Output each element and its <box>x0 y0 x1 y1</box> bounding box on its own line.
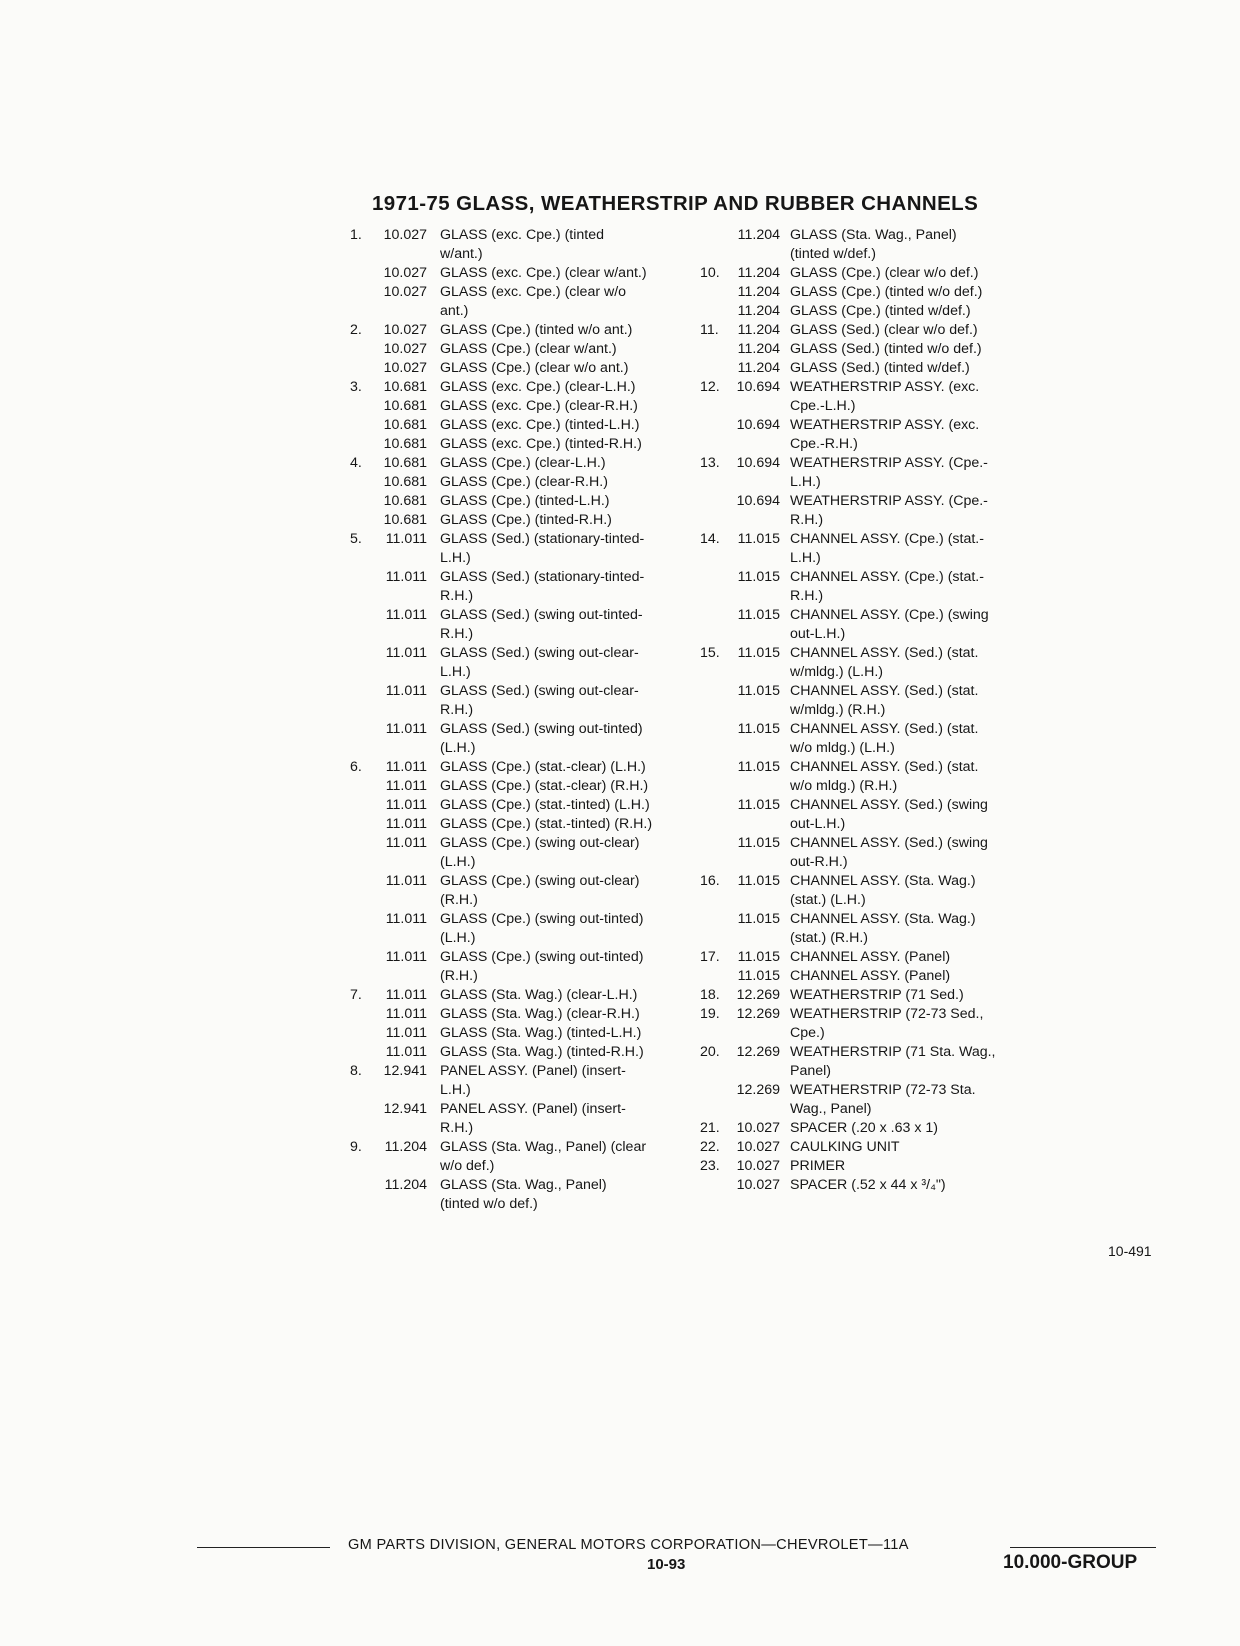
parts-list-entry <box>700 1119 1060 1138</box>
part-description: CHANNEL ASSY. (Sta. Wag.) (stat.) (R.H.) <box>790 911 976 946</box>
part-description: CHANNEL ASSY. (Sed.) (stat. w/mldg.) (L.H.) <box>790 645 979 680</box>
parts-list-entry <box>350 530 690 568</box>
part-description: GLASS (Cpe.) (swing out-tinted) (L.H.) <box>440 911 644 946</box>
part-description: CHANNEL ASSY. (Sed.) (swing out-L.H.) <box>790 797 988 832</box>
parts-list-entry <box>700 967 1060 986</box>
part-description: GLASS (Sed.) (tinted w/def.) <box>790 360 970 376</box>
group-code: 11.204 <box>737 360 780 376</box>
part-description: GLASS (Sed.) (stationary-tinted- R.H.) <box>440 569 645 604</box>
part-description: GLASS (exc. Cpe.) (tinted-L.H.) <box>440 417 640 433</box>
part-description: GLASS (exc. Cpe.) (clear-R.H.) <box>440 398 638 414</box>
parts-list-entry <box>700 910 1060 948</box>
part-description: GLASS (exc. Cpe.) (tinted-R.H.) <box>440 436 642 452</box>
parts-list-entry <box>350 359 690 378</box>
item-number: 22. <box>700 1139 720 1155</box>
item-number: 2. <box>350 322 362 338</box>
item-number: 13. <box>700 455 720 471</box>
group-code: 10.694 <box>736 379 780 395</box>
group-code: 11.204 <box>384 1139 427 1155</box>
parts-list-entry <box>700 872 1060 910</box>
item-number: 20. <box>700 1044 720 1060</box>
group-code: 11.015 <box>737 835 780 851</box>
group-code: 11.015 <box>737 873 780 889</box>
group-code: 10.027 <box>383 265 427 281</box>
part-description: GLASS (Sed.) (swing out-tinted) (L.H.) <box>440 721 643 756</box>
group-code: 11.011 <box>385 911 427 927</box>
item-number: 19. <box>700 1006 720 1022</box>
part-description: GLASS (Sed.) (tinted w/o def.) <box>790 341 982 357</box>
group-code: 11.011 <box>385 949 427 965</box>
parts-list-entry <box>350 796 690 815</box>
group-code: 11.011 <box>385 607 427 623</box>
footer-page-number: 10-93 <box>647 1556 686 1573</box>
group-code: 10.681 <box>383 474 427 490</box>
part-description: GLASS (Sta. Wag.) (tinted-R.H.) <box>440 1044 644 1060</box>
parts-list-right-column <box>700 226 1060 1195</box>
group-code: 11.204 <box>737 341 780 357</box>
parts-list-entry <box>700 454 1060 492</box>
group-code: 10.027 <box>383 227 427 243</box>
parts-list-entry <box>700 568 1060 606</box>
part-description: GLASS (Sta. Wag.) (tinted-L.H.) <box>440 1025 642 1041</box>
parts-list-entry <box>700 1081 1060 1119</box>
group-code: 11.015 <box>737 949 780 965</box>
parts-list-entry <box>350 492 690 511</box>
part-description: SPACER (.20 x .63 x 1) <box>790 1120 938 1136</box>
part-description: GLASS (Sta. Wag.) (clear-L.H.) <box>440 987 638 1003</box>
group-code: 11.015 <box>737 759 780 775</box>
group-code: 10.027 <box>736 1139 780 1155</box>
part-description: GLASS (Cpe.) (tinted w/o def.) <box>790 284 983 300</box>
group-code: 10.027 <box>736 1177 780 1193</box>
group-code: 10.681 <box>383 379 427 395</box>
item-number: 9. <box>350 1139 362 1155</box>
part-description: GLASS (Sta. Wag., Panel) (clear w/o def.) <box>440 1139 647 1174</box>
part-description: GLASS (Cpe.) (swing out-clear) (R.H.) <box>440 873 640 908</box>
group-code: 11.015 <box>737 797 780 813</box>
group-code: 11.011 <box>385 797 427 813</box>
parts-list-entry <box>350 378 690 397</box>
parts-list-entry <box>350 777 690 796</box>
part-description: WEATHERSTRIP ASSY. (exc. Cpe.-L.H.) <box>790 379 980 414</box>
group-code: 11.015 <box>737 531 780 547</box>
item-number: 17. <box>700 949 720 965</box>
parts-list-left-column <box>350 226 690 1214</box>
parts-list-entry <box>700 720 1060 758</box>
group-code: 11.015 <box>737 683 780 699</box>
group-code: 10.681 <box>383 512 427 528</box>
parts-list-entry <box>350 682 690 720</box>
group-code: 10.681 <box>383 493 427 509</box>
part-description: GLASS (Cpe.) (tinted-L.H.) <box>440 493 610 509</box>
part-description: WEATHERSTRIP (71 Sed.) <box>790 987 964 1003</box>
group-code: 10.027 <box>383 360 427 376</box>
parts-list-entry <box>350 720 690 758</box>
parts-list-entry <box>350 1100 690 1138</box>
group-code: 11.011 <box>385 531 427 547</box>
group-code: 10.027 <box>383 322 427 338</box>
part-description: CHANNEL ASSY. (Sed.) (swing out-R.H.) <box>790 835 988 870</box>
group-code: 10.681 <box>383 417 427 433</box>
footer-publisher: GM PARTS DIVISION, GENERAL MOTORS CORPORATION—CHEVROLET—11A <box>348 1537 909 1553</box>
parts-list-entry <box>700 1005 1060 1043</box>
part-description: GLASS (Cpe.) (tinted w/def.) <box>790 303 971 319</box>
parts-list-entry <box>350 834 690 872</box>
parts-list-entry <box>700 321 1060 340</box>
group-code: 11.015 <box>737 645 780 661</box>
part-description: GLASS (Cpe.) (clear-R.H.) <box>440 474 608 490</box>
part-description: GLASS (Cpe.) (clear-L.H.) <box>440 455 606 471</box>
part-description: CAULKING UNIT <box>790 1139 900 1155</box>
item-number: 18. <box>700 987 720 1003</box>
item-number: 5. <box>350 531 362 547</box>
parts-list-entry <box>350 340 690 359</box>
parts-list-entry <box>700 530 1060 568</box>
group-code: 10.694 <box>736 455 780 471</box>
group-code: 12.269 <box>736 1006 780 1022</box>
group-code: 11.011 <box>385 1025 427 1041</box>
item-number: 6. <box>350 759 362 775</box>
part-description: SPACER (.52 x 44 x ³/₄") <box>790 1177 946 1193</box>
group-code: 11.015 <box>737 607 780 623</box>
group-code: 10.027 <box>736 1120 780 1136</box>
part-description: CHANNEL ASSY. (Cpe.) (stat.- R.H.) <box>790 569 984 604</box>
parts-list-entry <box>700 1176 1060 1195</box>
part-description: WEATHERSTRIP (71 Sta. Wag., Panel) <box>790 1044 996 1079</box>
item-number: 8. <box>350 1063 362 1079</box>
item-number: 16. <box>700 873 720 889</box>
part-description: GLASS (exc. Cpe.) (clear w/ant.) <box>440 265 647 281</box>
parts-list-entry <box>350 511 690 530</box>
item-number: 10. <box>700 265 720 281</box>
parts-list-entry <box>700 1138 1060 1157</box>
parts-list-entry <box>350 1062 690 1100</box>
part-description: GLASS (Cpe.) (stat.-clear) (R.H.) <box>440 778 649 794</box>
parts-list-entry <box>700 283 1060 302</box>
group-code: 10.694 <box>736 417 780 433</box>
group-code: 11.011 <box>385 778 427 794</box>
part-description: CHANNEL ASSY. (Panel) <box>790 968 951 984</box>
item-number: 11. <box>700 322 719 338</box>
parts-list-entry <box>350 948 690 986</box>
group-code: 12.941 <box>383 1063 427 1079</box>
parts-list-entry <box>700 416 1060 454</box>
item-number: 4. <box>350 455 362 471</box>
part-description: CHANNEL ASSY. (Sed.) (stat. w/o mldg.) (L.H.) <box>790 721 979 756</box>
part-description: GLASS (Cpe.) (stat.-tinted) (R.H.) <box>440 816 653 832</box>
item-number: 3. <box>350 379 362 395</box>
item-number: 15. <box>700 645 720 661</box>
group-code: 11.204 <box>737 322 780 338</box>
group-code: 11.011 <box>385 569 427 585</box>
part-description: GLASS (exc. Cpe.) (clear w/o ant.) <box>440 284 627 319</box>
part-description: GLASS (Sed.) (swing out-tinted- R.H.) <box>440 607 643 642</box>
group-code: 12.269 <box>736 1044 780 1060</box>
item-number: 7. <box>350 987 362 1003</box>
group-code: 10.681 <box>383 436 427 452</box>
group-code: 11.011 <box>385 1044 427 1060</box>
part-description: GLASS (exc. Cpe.) (tinted w/ant.) <box>440 227 605 262</box>
parts-list-entry <box>350 435 690 454</box>
parts-list-entry <box>700 758 1060 796</box>
group-code: 11.015 <box>737 911 780 927</box>
parts-list-entry <box>350 1024 690 1043</box>
parts-list-entry <box>350 416 690 435</box>
parts-list-entry <box>350 872 690 910</box>
part-description: WEATHERSTRIP (72-73 Sta. Wag., Panel) <box>790 1082 976 1117</box>
parts-list-entry <box>700 302 1060 321</box>
part-description: PRIMER <box>790 1158 846 1174</box>
parts-list-entry <box>350 1005 690 1024</box>
parts-list-entry <box>700 682 1060 720</box>
part-description: GLASS (exc. Cpe.) (clear-L.H.) <box>440 379 636 395</box>
part-description: GLASS (Cpe.) (tinted-R.H.) <box>440 512 612 528</box>
part-description: GLASS (Cpe.) (swing out-tinted) (R.H.) <box>440 949 644 984</box>
item-number: 1. <box>350 227 362 243</box>
parts-list-entry <box>350 283 690 321</box>
part-description: GLASS (Sta. Wag.) (clear-R.H.) <box>440 1006 640 1022</box>
part-description: GLASS (Cpe.) (tinted w/o ant.) <box>440 322 633 338</box>
part-description: GLASS (Cpe.) (stat.-clear) (L.H.) <box>440 759 646 775</box>
group-code: 11.011 <box>385 683 427 699</box>
group-code: 10.681 <box>383 455 427 471</box>
parts-list-entry <box>700 378 1060 416</box>
parts-list-entry <box>700 492 1060 530</box>
parts-list-entry <box>700 1043 1060 1081</box>
group-code: 11.011 <box>385 987 427 1003</box>
parts-list-entry <box>700 359 1060 378</box>
group-code: 11.011 <box>385 873 427 889</box>
part-description: GLASS (Cpe.) (clear w/o ant.) <box>440 360 629 376</box>
group-code: 11.011 <box>385 759 427 775</box>
part-description: GLASS (Sta. Wag., Panel) (tinted w/o def.) <box>440 1177 607 1212</box>
part-description: GLASS (Sta. Wag., Panel) (tinted w/def.) <box>790 227 957 262</box>
group-code: 11.011 <box>385 835 427 851</box>
part-description: GLASS (Cpe.) (swing out-clear) (L.H.) <box>440 835 640 870</box>
part-description: PANEL ASSY. (Panel) (insert- R.H.) <box>440 1101 626 1136</box>
part-description: WEATHERSTRIP (72-73 Sed., Cpe.) <box>790 1006 984 1041</box>
parts-list-entry <box>350 226 690 264</box>
part-description: CHANNEL ASSY. (Cpe.) (swing out-L.H.) <box>790 607 989 642</box>
parts-list-entry <box>350 758 690 777</box>
group-code: 10.027 <box>383 341 427 357</box>
parts-list-entry <box>350 264 690 283</box>
parts-list-entry <box>350 454 690 473</box>
parts-list-entry <box>700 834 1060 872</box>
group-code: 11.015 <box>737 569 780 585</box>
part-description: CHANNEL ASSY. (Sed.) (stat. w/mldg.) (R.H.) <box>790 683 979 718</box>
parts-list-entry <box>350 644 690 682</box>
group-code: 10.027 <box>736 1158 780 1174</box>
part-description: CHANNEL ASSY. (Sta. Wag.) (stat.) (L.H.) <box>790 873 976 908</box>
part-description: GLASS (Cpe.) (clear w/ant.) <box>440 341 617 357</box>
parts-list-entry <box>350 1176 690 1214</box>
group-code: 10.694 <box>736 493 780 509</box>
group-code: 11.204 <box>737 284 780 300</box>
parts-list-entry <box>700 948 1060 967</box>
page-title: 1971-75 GLASS, WEATHERSTRIP AND RUBBER CHANNELS <box>372 192 979 215</box>
part-description: GLASS (Cpe.) (clear w/o def.) <box>790 265 979 281</box>
parts-list-entry <box>350 321 690 340</box>
parts-list-entry <box>350 568 690 606</box>
group-code: 11.011 <box>385 1006 427 1022</box>
parts-list-entry <box>700 606 1060 644</box>
part-description: GLASS (Sed.) (clear w/o def.) <box>790 322 978 338</box>
item-number: 14. <box>700 531 720 547</box>
group-code: 10.027 <box>383 284 427 300</box>
parts-list-entry <box>350 1043 690 1062</box>
part-description: GLASS (Sed.) (stationary-tinted- L.H.) <box>440 531 645 566</box>
footer-rule-right <box>1010 1547 1156 1548</box>
part-description: WEATHERSTRIP ASSY. (exc. Cpe.-R.H.) <box>790 417 980 452</box>
group-code: 12.941 <box>383 1101 427 1117</box>
parts-list-entry <box>350 910 690 948</box>
group-code: 11.204 <box>737 227 780 243</box>
item-number: 21. <box>700 1120 720 1136</box>
group-code: 11.204 <box>384 1177 427 1193</box>
part-description: WEATHERSTRIP ASSY. (Cpe.- L.H.) <box>790 455 988 490</box>
part-description: PANEL ASSY. (Panel) (insert- L.H.) <box>440 1063 626 1098</box>
group-code: 11.011 <box>385 816 427 832</box>
part-description: GLASS (Sed.) (swing out-clear- L.H.) <box>440 645 639 680</box>
group-code: 11.204 <box>737 303 780 319</box>
part-description: GLASS (Sed.) (swing out-clear- R.H.) <box>440 683 639 718</box>
footer-group-label: 10.000-GROUP <box>1003 1552 1138 1573</box>
footer-rule-left <box>197 1547 330 1548</box>
parts-list-entry <box>350 606 690 644</box>
group-code: 10.681 <box>383 398 427 414</box>
group-code: 11.015 <box>737 968 780 984</box>
parts-list-entry <box>350 986 690 1005</box>
part-description: CHANNEL ASSY. (Sed.) (stat. w/o mldg.) (R.H.) <box>790 759 979 794</box>
parts-list-entry <box>700 264 1060 283</box>
item-number: 12. <box>700 379 720 395</box>
parts-list-entry <box>350 815 690 834</box>
parts-list-entry <box>700 340 1060 359</box>
part-description: CHANNEL ASSY. (Panel) <box>790 949 951 965</box>
parts-list-entry <box>350 1138 690 1176</box>
parts-list-entry <box>700 986 1060 1005</box>
group-code: 11.011 <box>385 645 427 661</box>
parts-list-entry <box>700 226 1060 264</box>
parts-list-entry <box>700 1157 1060 1176</box>
parts-list-entry <box>700 796 1060 834</box>
group-code: 12.269 <box>736 987 780 1003</box>
group-code: 11.015 <box>737 721 780 737</box>
item-number: 23. <box>700 1158 720 1174</box>
parts-list-entry <box>350 397 690 416</box>
page-reference: 10-491 <box>1108 1243 1152 1259</box>
part-description: GLASS (Cpe.) (stat.-tinted) (L.H.) <box>440 797 650 813</box>
group-code: 12.269 <box>736 1082 780 1098</box>
part-description: CHANNEL ASSY. (Cpe.) (stat.- L.H.) <box>790 531 984 566</box>
parts-list-entry <box>700 644 1060 682</box>
group-code: 11.204 <box>737 265 780 281</box>
group-code: 11.011 <box>385 721 427 737</box>
parts-list-entry <box>350 473 690 492</box>
part-description: WEATHERSTRIP ASSY. (Cpe.- R.H.) <box>790 493 988 528</box>
